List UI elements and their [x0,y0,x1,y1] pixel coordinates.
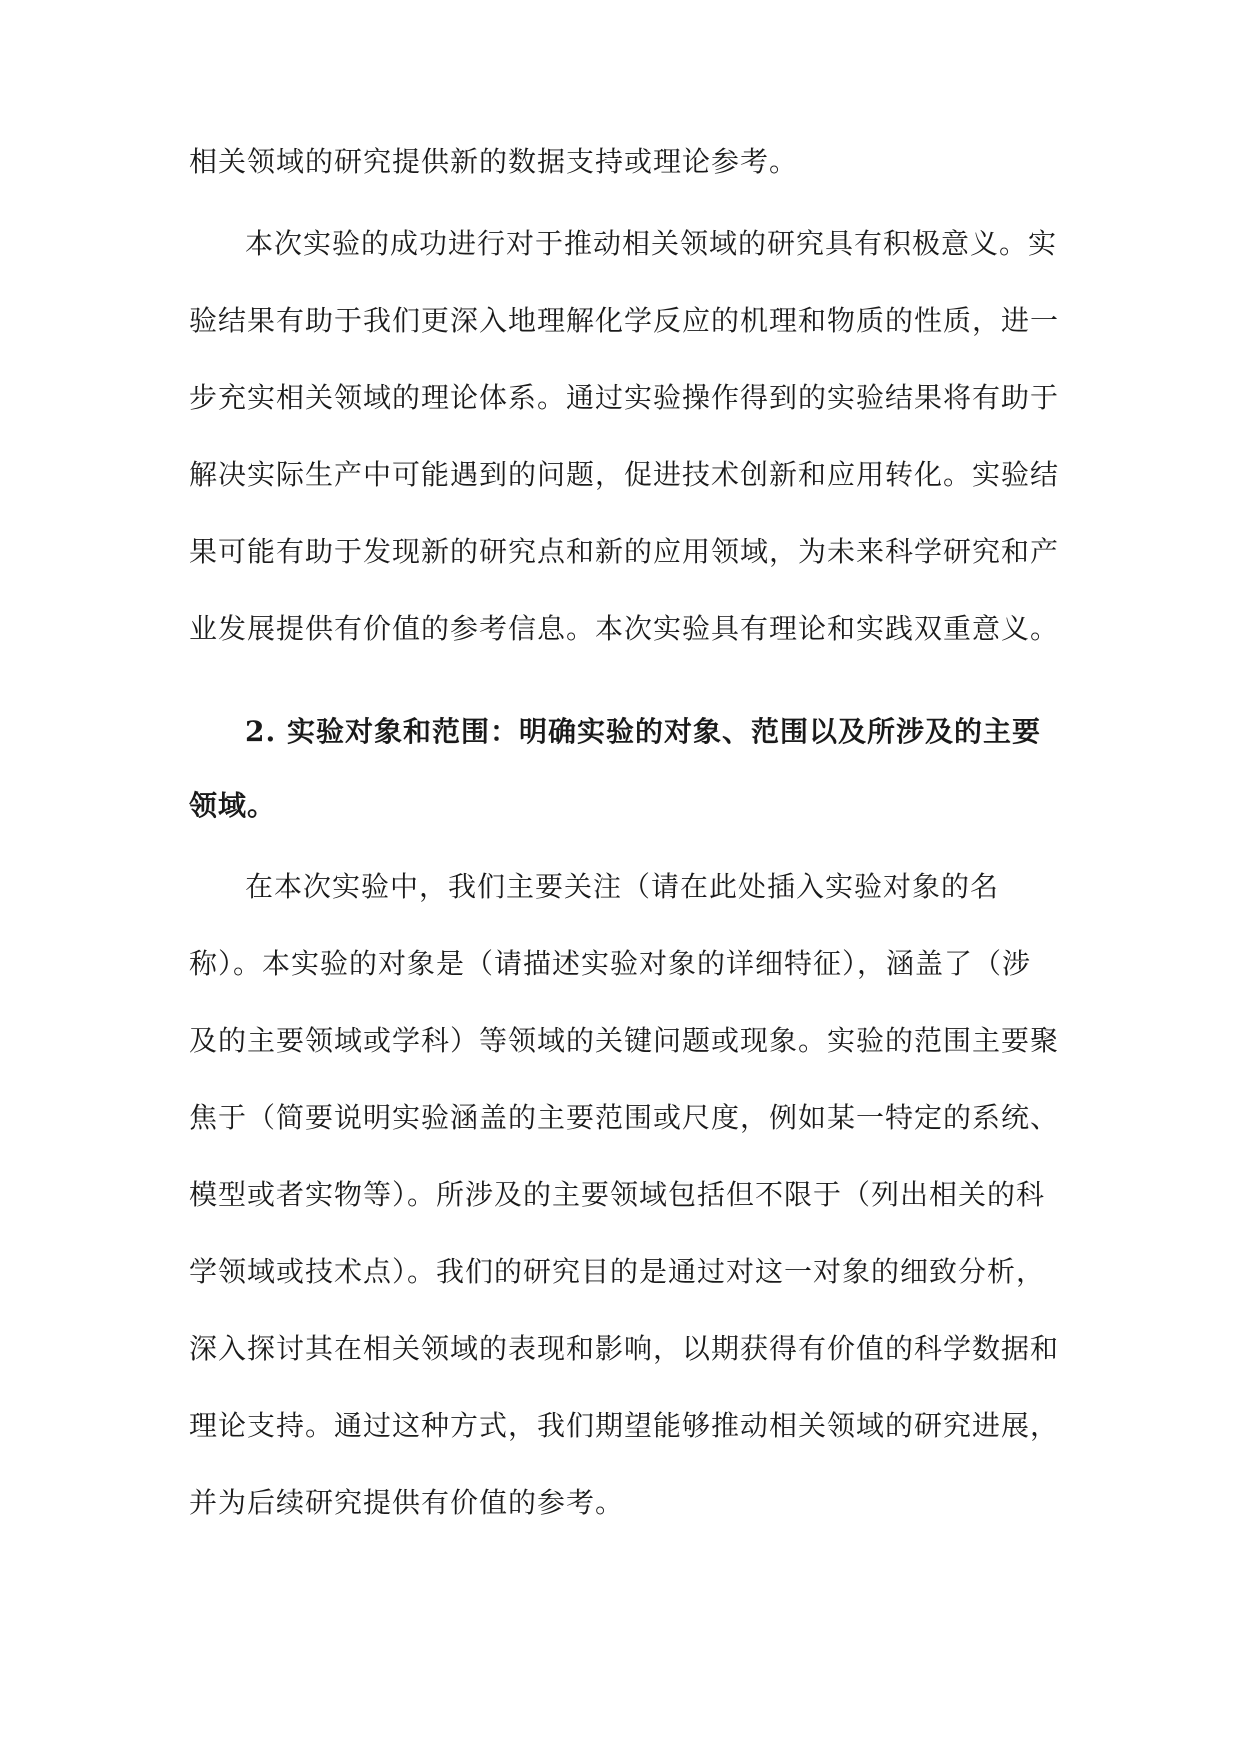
paragraph-line: 步充实相关领域的理论体系。通过实验操作得到的实验结果将有助于 [189,381,1060,414]
paragraph-line: 学领域或技术点）。我们的研究目的是通过对这一对象的细致分析， [189,1255,1046,1288]
paragraph-line: 模型或者实物等）。所涉及的主要领域包括但不限于（列出相关的科 [189,1178,1046,1211]
paragraph-line: 相关领域的研究提供新的数据支持或理论参考。 [189,145,799,178]
paragraph-line: 深入探讨其在相关领域的表现和影响，以期获得有价值的科学数据和 [189,1332,1060,1365]
paragraph-line: 业发展提供有价值的参考信息。本次实验具有理论和实践双重意义。 [189,612,1060,645]
paragraph-line: 果可能有助于发现新的研究点和新的应用领域，为未来科学研究和产 [189,535,1060,568]
paragraph-line: 及的主要领域或学科）等领域的关键问题或现象。实验的范围主要聚 [189,1024,1060,1057]
paragraph-line: 理论支持。通过这种方式，我们期望能够推动相关领域的研究进展， [189,1409,1060,1442]
paragraph-line: 称）。本实验的对象是（请描述实验对象的详细特征），涵盖了（涉 [189,947,1032,980]
paragraph-line: 在本次实验中，我们主要关注（请在此处插入实验对象的名 [245,870,1000,903]
section-heading: 领域。 [189,789,277,822]
paragraph-line: 焦于（简要说明实验涵盖的主要范围或尺度，例如某一特定的系统、 [189,1101,1060,1134]
paragraph-line: 本次实验的成功进行对于推动相关领域的研究具有积极意义。实 [245,227,1058,260]
paragraph-line: 验结果有助于我们更深入地理解化学反应的机理和物质的性质，进一 [189,304,1060,337]
paragraph-line: 解决实际生产中可能遇到的问题，促进技术创新和应用转化。实验结 [189,458,1060,491]
section-heading: 2. 实验对象和范围：明确实验的对象、范围以及所涉及的主要 [245,715,1041,748]
paragraph-line: 并为后续研究提供有价值的参考。 [189,1486,625,1519]
